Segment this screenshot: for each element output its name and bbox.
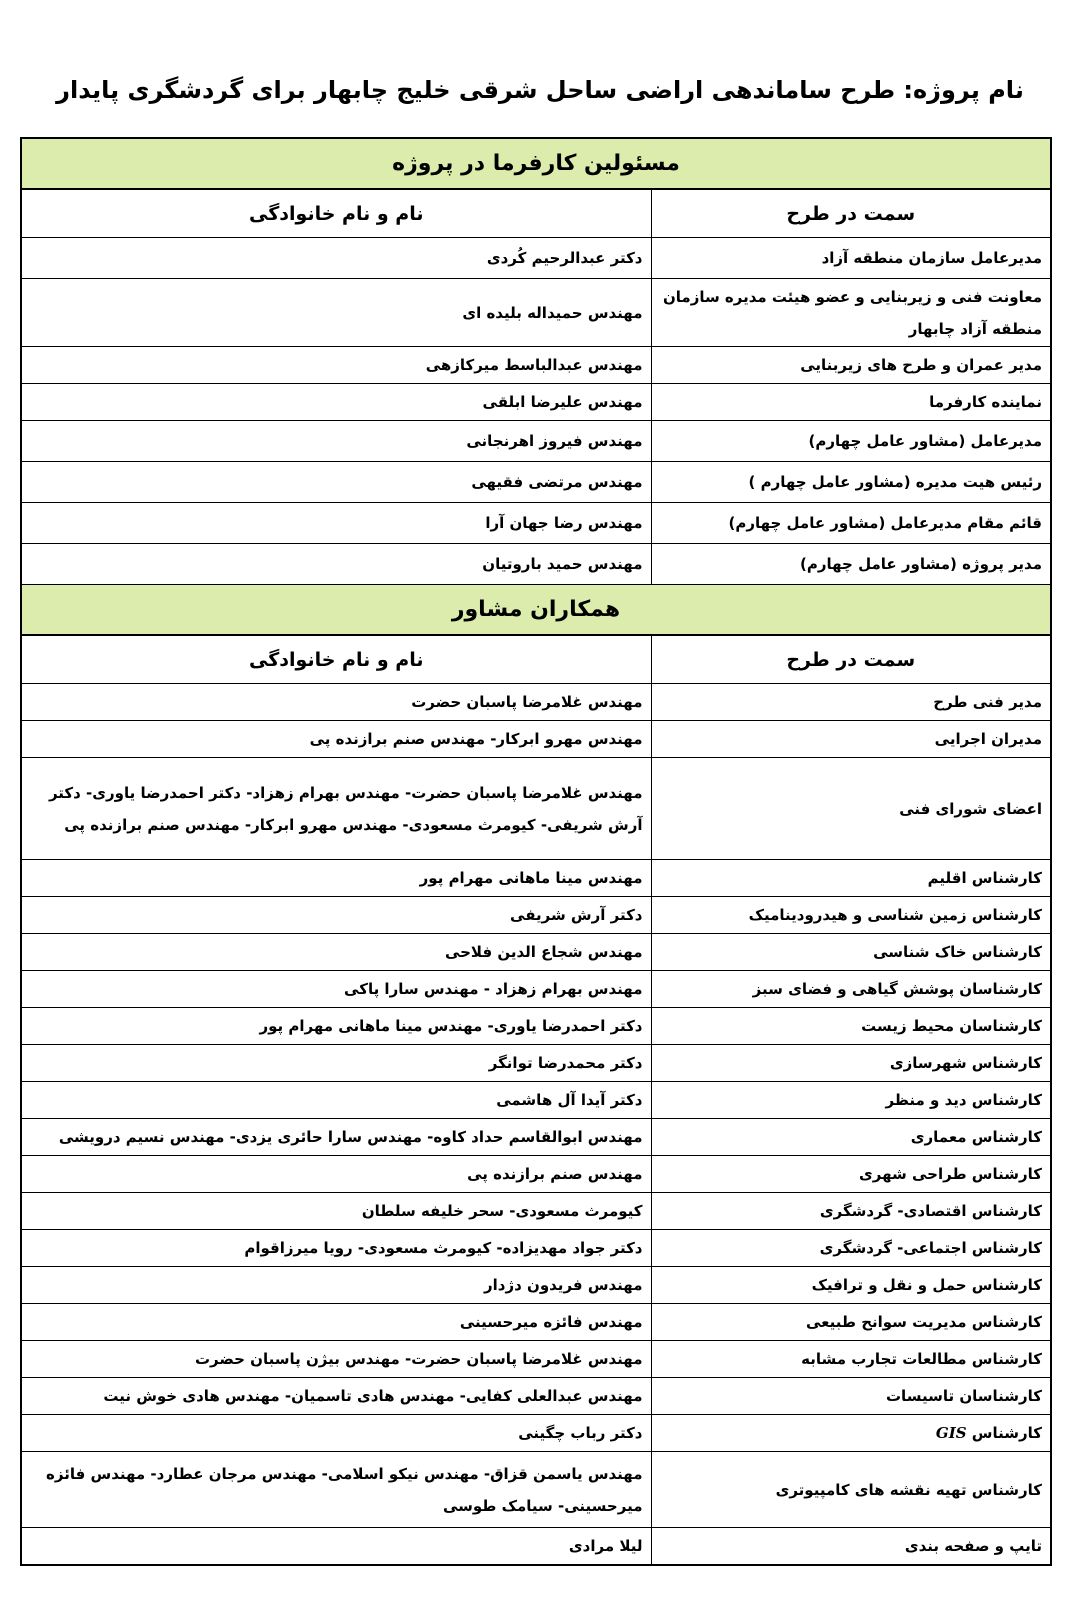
table-row (21, 1378, 1051, 1415)
table-row (21, 503, 1051, 544)
role-cell: کارشناس خاک شناسی (651, 934, 1051, 971)
role-cell: مدیرعامل سازمان منطقه آزاد (651, 238, 1051, 279)
table-row (21, 1304, 1051, 1341)
name-cell: دکتر آرش شریفی (21, 897, 651, 934)
name-cell: کیومرث مسعودی- سحر خلیفه سلطان (21, 1193, 651, 1230)
client-section-header (21, 138, 1051, 189)
consultant-section-heading: همکاران مشاور (21, 585, 1051, 636)
project-title: نام پروژه: طرح ساماندهی اراضی ساحل شرقی خلیج چابهار برای گردشگری پایدار (56, 76, 1024, 104)
name-cell: مهندس عبدالعلی کفایی- مهندس هادی تاسمیان- مهندس هادی خوش نیت (21, 1378, 651, 1415)
project-team-table (20, 137, 1052, 1566)
role-cell: کارشناس طراحی شهری (651, 1156, 1051, 1193)
role-cell: مدیر فنی طرح (651, 684, 1051, 721)
role-cell: کارشناس حمل و نقل و ترافیک (651, 1267, 1051, 1304)
table-row (21, 684, 1051, 721)
role-cell: کارشناس اجتماعی- گردشگری (651, 1230, 1051, 1267)
role-cell: کارشناس مطالعات تجارب مشابه (651, 1341, 1051, 1378)
role-cell: کارشناس دید و منظر (651, 1082, 1051, 1119)
table-row (21, 1193, 1051, 1230)
role-cell: کارشناس تهیه نقشه های کامپیوتری (651, 1452, 1051, 1528)
role-cell: معاونت فنی و زیربنایی و عضو هیئت مدیره سازمان منطقه آزاد چابهار (651, 279, 1051, 347)
name-cell: دکتر محمدرضا توانگر (21, 1045, 651, 1082)
table-row (21, 1008, 1051, 1045)
name-cell: مهندس حمیداله بلیده ای (21, 279, 651, 347)
name-cell: مهندس رضا جهان آرا (21, 503, 651, 544)
name-cell: مهندس فیروز اهرنجانی (21, 421, 651, 462)
name-cell: مهندس فریدون دژدار (21, 1267, 651, 1304)
role-cell: کارشناس معماری (651, 1119, 1051, 1156)
table-row (21, 1267, 1051, 1304)
name-cell: دکتر عبدالرحیم کُردی (21, 238, 651, 279)
table-row (21, 279, 1051, 347)
name-column-header: نام و نام خانوادگی (21, 189, 651, 238)
name-column-header: نام و نام خانوادگی (21, 635, 651, 684)
role-cell: کارشناسان محیط زیست (651, 1008, 1051, 1045)
table-row (21, 421, 1051, 462)
table-row (21, 1341, 1051, 1378)
name-cell: مهندس غلامرضا پاسبان حضرت (21, 684, 651, 721)
client-section-heading: مسئولین کارفرما در پروژه (21, 138, 1051, 189)
name-cell: دکتر آیدا آل هاشمی (21, 1082, 651, 1119)
role-cell: کارشناس شهرسازی (651, 1045, 1051, 1082)
table-row (21, 1528, 1051, 1566)
role-prefix: کارشناس (971, 1424, 1042, 1442)
name-cell: مهندس غلامرضا پاسبان حضرت- مهندس بیژن پاسبان حضرت (21, 1341, 651, 1378)
name-cell: لیلا مرادی (21, 1528, 651, 1566)
name-cell: مهندس یاسمن قزاق- مهندس نیکو اسلامی- مهندس مرجان عطارد- مهندس فائزه میرحسینی- سیامک طوسی (21, 1452, 651, 1528)
role-cell: اعضای شورای فنی (651, 758, 1051, 860)
name-cell: دکتر جواد مهدیزاده- کیومرث مسعودی- رویا میرزاقوام (21, 1230, 651, 1267)
table-row (21, 860, 1051, 897)
role-cell: تایپ و صفحه بندی (651, 1528, 1051, 1566)
name-cell: مهندس غلامرضا پاسبان حضرت- مهندس بهرام زهزاد- دکتر احمدرضا یاوری- دکتر آرش شریفی- کیومرث مسعودی- مهندس مهرو ابرکار- مهندس صنم برازنده پی (21, 758, 651, 860)
role-latin: GIS (935, 1424, 967, 1442)
name-cell: مهندس شجاع الدین فلاحی (21, 934, 651, 971)
role-cell: رئیس هیت مدیره (مشاور عامل چهارم ) (651, 462, 1051, 503)
role-cell: مدیر عمران و طرح های زیربنایی (651, 347, 1051, 384)
name-cell: دکتر رباب چگینی (21, 1415, 651, 1452)
table-row (21, 1230, 1051, 1267)
table-row (21, 238, 1051, 279)
name-cell: مهندس مرتضی فقیهی (21, 462, 651, 503)
table-row (21, 1082, 1051, 1119)
role-cell: کارشناس زمین شناسی و هیدرودینامیک (651, 897, 1051, 934)
table-row (21, 544, 1051, 585)
consultant-section-header (21, 585, 1051, 636)
role-cell: کارشناس اقلیم (651, 860, 1051, 897)
role-cell (651, 1415, 1051, 1452)
name-cell: مهندس عبدالباسط میرکازهی (21, 347, 651, 384)
name-cell: مهندس ابوالقاسم حداد کاوه- مهندس سارا حائری یزدی- مهندس نسیم درویشی (21, 1119, 651, 1156)
role-cell: قائم مقام مدیرعامل (مشاور عامل چهارم) (651, 503, 1051, 544)
table-row (21, 384, 1051, 421)
table-row (21, 1119, 1051, 1156)
table-row (21, 721, 1051, 758)
table-row (21, 897, 1051, 934)
role-column-header: سمت در طرح (651, 635, 1051, 684)
table-row (21, 934, 1051, 971)
role-cell: مدیران اجرایی (651, 721, 1051, 758)
role-cell: مدیرعامل (مشاور عامل چهارم) (651, 421, 1051, 462)
table-row (21, 971, 1051, 1008)
name-cell: مهندس حمید باروتیان (21, 544, 651, 585)
table-row (21, 758, 1051, 860)
column-header-row (21, 635, 1051, 684)
table-row (21, 1415, 1051, 1452)
table-row (21, 1045, 1051, 1082)
role-cell: کارشناس مدیریت سوانح طبیعی (651, 1304, 1051, 1341)
role-cell: نماینده کارفرما (651, 384, 1051, 421)
name-cell: مهندس فائزه میرحسینی (21, 1304, 651, 1341)
name-cell: مهندس مهرو ابرکار- مهندس صنم برازنده پی (21, 721, 651, 758)
role-cell: کارشناسان پوشش گیاهی و فضای سبز (651, 971, 1051, 1008)
name-cell: مهندس بهرام زهزاد - مهندس سارا پاکی (21, 971, 651, 1008)
role-column-header: سمت در طرح (651, 189, 1051, 238)
role-cell: کارشناس اقتصادی- گردشگری (651, 1193, 1051, 1230)
name-cell: مهندس علیرضا ابلقی (21, 384, 651, 421)
table-row (21, 1452, 1051, 1528)
name-cell: دکتر احمدرضا یاوری- مهندس مینا ماهانی مهرام پور (21, 1008, 651, 1045)
name-cell: مهندس صنم برازنده پی (21, 1156, 651, 1193)
column-header-row (21, 189, 1051, 238)
role-cell: کارشناسان تاسیسات (651, 1378, 1051, 1415)
table-row (21, 462, 1051, 503)
table-row (21, 347, 1051, 384)
table-row (21, 1156, 1051, 1193)
role-cell: مدیر پروژه (مشاور عامل چهارم) (651, 544, 1051, 585)
name-cell: مهندس مینا ماهانی مهرام پور (21, 860, 651, 897)
